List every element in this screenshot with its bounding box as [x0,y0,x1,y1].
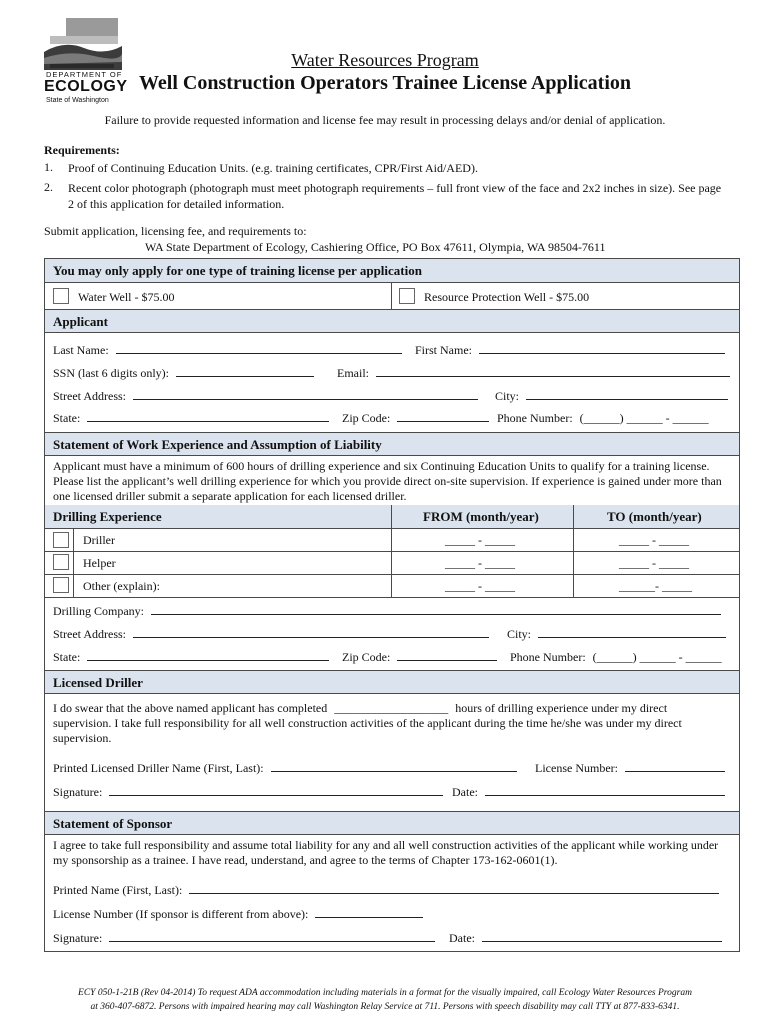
driller-date-field[interactable] [485,785,725,796]
street-field[interactable] [133,389,478,400]
ssn-label: SSN (last 6 digits only): [53,366,170,380]
experience-table-bottom [45,597,739,598]
water-well-label: Water Well - $75.00 [78,290,175,304]
company-state-label: State: [53,650,81,664]
driller-oath-line [53,701,667,716]
phone-label: Phone Number: [497,411,573,425]
license-type-heading: You may only apply for one type of training license per application [45,259,739,283]
sponsor-printed-name-field[interactable] [189,883,719,894]
helper-from-field[interactable]: _____ - _____ [445,556,515,570]
experience-checkbox-divider [73,529,74,597]
company-city-field[interactable] [538,627,726,638]
other-checkbox[interactable] [53,577,69,593]
email-field[interactable] [376,366,730,377]
driller-oath-text-b: hours of drilling experience under my direct [455,701,668,715]
logo-ecology-text: ECOLOGY [44,78,128,95]
driller-license-label: License Number: [535,761,618,775]
sponsor-heading: Statement of Sponsor [45,811,739,835]
sponsor-statement: I agree to take full responsibility and assume total liability for any and all well construction activities of the applicant while working under my sponsorship as a trainee. I have read, understand, and agree to the terms of Chapter 173-162-0601(1). [53,838,719,867]
sponsor-signature-label: Signature: [53,931,103,945]
driller-date-label: Date: [452,785,478,799]
sponsor-signature-row [53,931,435,946]
state-row [53,411,329,426]
phone-row [497,411,709,426]
ssn-field[interactable] [176,366,314,377]
city-row [495,389,728,404]
to-col-header: TO (month/year) [607,509,702,524]
driller-printed-name-row [53,761,517,776]
experience-description: Applicant must have a minimum of 600 hours of drilling experience and six Continuing Education Units to qualify for a training license. Please list the applicant’s well drilling experience for which you provide direct on-site supervision. If experience is gained under more than one licensed driller submit a separate application for each licensed driller. [53,459,722,503]
submit-address: WA State Department of Ecology, Cashiering Office, PO Box 47611, Olympia, WA 98504-7611 [145,240,606,254]
resource-protection-well-checkbox[interactable] [399,288,415,304]
first-name-label: First Name: [415,343,472,357]
street-label: Street Address: [53,389,126,403]
sponsor-signature-field[interactable] [109,931,435,942]
state-label: State: [53,411,81,425]
footer-line-1: ECY 050-1-21B (Rev 04-2014) To request ADA accommodation including materials in a format for the visually impaired, call Ecology Water Resources Program [78,988,692,998]
company-phone-label: Phone Number: [510,650,586,664]
sponsor-license-field[interactable] [315,907,423,918]
license-type-divider [391,283,392,309]
form-footer [0,986,770,1014]
submit-instructions: Submit application, licensing fee, and requirements to: [44,224,307,238]
hours-field[interactable]: ___________________ [334,701,449,715]
other-from-field[interactable]: _____ - _____ [445,579,515,593]
state-field[interactable] [87,411,329,422]
requirement-text: Proof of Continuing Education Units. (e.g. training certificates, CPR/First Aid/AED). [68,161,478,175]
sponsor-date-row [449,931,722,946]
city-label: City: [495,389,520,403]
last-name-field[interactable] [116,343,402,354]
sponsor-date-field[interactable] [482,931,722,942]
company-state-row [53,650,329,665]
ssn-row [53,366,314,381]
other-to-field[interactable]: ______- _____ [619,579,692,593]
company-zip-label: Zip Code: [342,650,391,664]
driller-date-row [452,785,725,800]
company-phone-field[interactable]: (______) ______ - ______ [592,650,722,664]
licensed-driller-heading: Licensed Driller [45,670,739,694]
street-row [53,389,478,404]
page-title: Well Construction Operators Trainee License Application [138,72,632,94]
sponsor-printed-name-label: Printed Name (First, Last): [53,883,183,897]
company-zip-field[interactable] [397,650,497,661]
sponsor-printed-name-row [53,883,719,898]
sponsor-date-label: Date: [449,931,475,945]
first-name-row [415,343,725,358]
driller-checkbox[interactable] [53,532,69,548]
driller-signature-row [53,785,443,800]
sponsor-license-row [53,907,423,922]
drilling-company-row [53,604,721,619]
email-label: Email: [337,366,369,380]
experience-heading: Statement of Work Experience and Assumption of Liability [45,432,739,456]
helper-to-field[interactable]: _____ - _____ [619,556,689,570]
requirement-number: 2. [44,180,53,194]
driller-oath-text-a: I do swear that the above named applicant has completed [53,701,328,715]
requirement-text: Recent color photograph (photograph must meet photograph requirements – full front view of the face and 2x2 inches in size). See page 2 of this application for detailed information. [68,181,722,211]
from-col-header: FROM (month/year) [423,509,539,524]
phone-field[interactable]: (______) ______ - ______ [579,411,709,425]
driller-printed-name-field[interactable] [271,761,517,772]
drilling-company-label: Drilling Company: [53,604,144,618]
company-city-row [507,627,726,642]
application-form [44,258,740,952]
zip-field[interactable] [397,411,489,422]
company-street-row [53,627,489,642]
helper-checkbox[interactable] [53,554,69,570]
company-city-label: City: [507,627,532,641]
requirements-heading: Requirements: [44,143,120,157]
driller-signature-field[interactable] [109,785,443,796]
logo-dept-text: DEPARTMENT OF [46,70,123,79]
company-phone-row [510,650,722,665]
zip-label: Zip Code: [342,411,391,425]
driller-license-field[interactable] [625,761,725,772]
sponsor-license-label: License Number (If sponsor is different from above): [53,907,309,921]
last-name-label: Last Name: [53,343,109,357]
footer-line-2: at 360-407-6872. Persons with impaired hearing may call Washington Relay Service at 711. Persons with speech disability may call TTY at 877-833-6341. [90,1002,680,1012]
email-row [337,366,730,381]
program-name: Water Resources Program [291,50,479,70]
city-field[interactable] [526,389,728,400]
driller-signature-label: Signature: [53,785,103,799]
processing-notice: Failure to provide requested information and license fee may result in processing delays and/or denial of application. [104,113,666,127]
driller-oath-text-c: supervision. I take full responsibility for all well construction activities of the applicant during the time he/she was under my direct supervision. [53,716,682,745]
company-zip-row [342,650,497,665]
driller-license-row [535,761,725,776]
experience-row-divider [45,574,739,575]
experience-row-divider [45,551,739,552]
driller-to-field[interactable]: _____ - _____ [619,533,689,547]
drilling-experience-col: Drilling Experience [53,509,162,524]
zip-row [342,411,489,426]
applicant-heading: Applicant [45,309,739,333]
logo-state-text: State of Washington [46,97,109,104]
drilling-company-field[interactable] [151,604,721,615]
company-state-field[interactable] [87,650,329,661]
other-label: Other (explain): [83,579,160,593]
first-name-field[interactable] [479,343,725,354]
last-name-row [53,343,402,358]
driller-label: Driller [83,533,115,547]
company-street-field[interactable] [133,627,489,638]
water-well-checkbox[interactable] [53,288,69,304]
driller-from-field[interactable]: _____ - _____ [445,533,515,547]
helper-label: Helper [83,556,116,570]
requirement-number: 1. [44,160,53,174]
driller-printed-name-label: Printed Licensed Driller Name (First, Last): [53,761,264,775]
company-street-label: Street Address: [53,627,126,641]
resource-protection-well-label: Resource Protection Well - $75.00 [424,290,590,304]
